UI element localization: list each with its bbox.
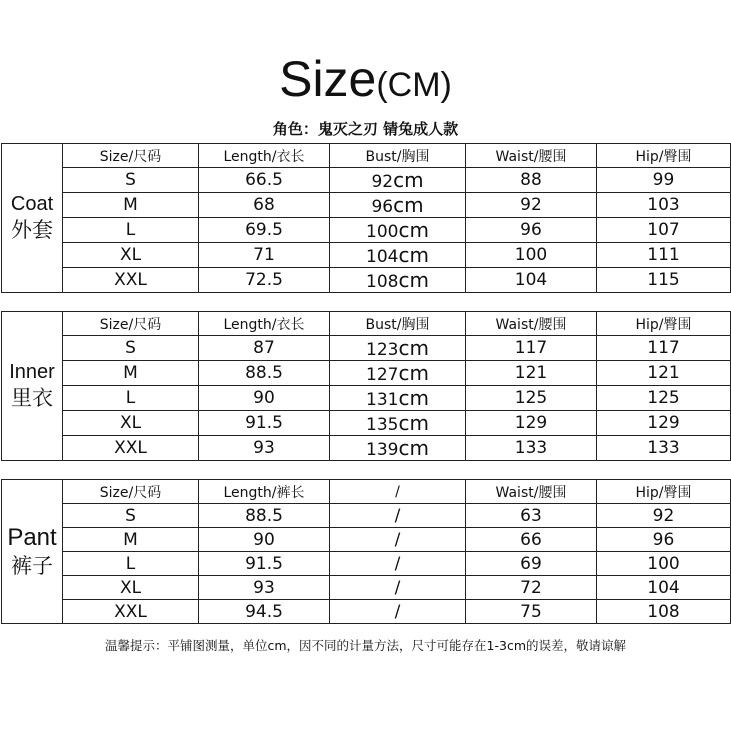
waist-cell: 75 — [466, 600, 597, 624]
section-label-cn: 里衣 — [11, 386, 53, 411]
header-length: Length/裤长 — [199, 480, 330, 504]
section-label-pant — [2, 480, 63, 624]
header-hip: Hip/臀围 — [597, 480, 731, 504]
table-row — [2, 218, 731, 243]
blank-cell: / — [330, 504, 466, 528]
size-cell: XXL — [63, 600, 199, 624]
length-cell: 68 — [199, 193, 330, 218]
page-title — [0, 51, 731, 107]
waist-cell: 117 — [466, 336, 597, 361]
bust-cell — [330, 386, 466, 411]
bust-value: 96 — [371, 197, 394, 217]
unit-label: cm — [398, 218, 429, 242]
size-cell: M — [63, 528, 199, 552]
waist-cell: 72 — [466, 576, 597, 600]
table-row — [2, 168, 731, 193]
size-cell: XXL — [63, 436, 199, 461]
measurement-note: 温馨提示：平铺图测量，单位cm，因不同的计量方法，尺寸可能存在1-3cm的误差，敬请谅解 — [104, 638, 627, 653]
header-size: Size/尺码 — [63, 312, 199, 336]
header-length: Length/衣长 — [199, 312, 330, 336]
coat-size-table — [1, 143, 731, 293]
length-cell: 87 — [199, 336, 330, 361]
section-label-cn: 外套 — [11, 218, 53, 243]
bust-value: 131 — [366, 390, 399, 410]
length-cell: 90 — [199, 386, 330, 411]
bust-cell — [330, 436, 466, 461]
header-blank: / — [330, 480, 466, 504]
hip-cell: 96 — [597, 528, 731, 552]
size-cell: M — [63, 361, 199, 386]
length-cell: 94.5 — [199, 600, 330, 624]
table-row — [2, 336, 731, 361]
waist-cell: 100 — [466, 243, 597, 268]
length-cell: 88.5 — [199, 504, 330, 528]
unit-label: cm — [398, 268, 429, 292]
bust-value: 127 — [366, 365, 399, 385]
size-cell: XL — [63, 411, 199, 436]
unit-label: cm — [398, 436, 429, 460]
section-label-inner — [2, 312, 63, 461]
bust-cell — [330, 218, 466, 243]
blank-cell: / — [330, 528, 466, 552]
section-label-en: Inner — [9, 361, 55, 384]
length-cell: 93 — [199, 576, 330, 600]
length-cell: 93 — [199, 436, 330, 461]
table-row — [2, 600, 731, 624]
length-cell: 91.5 — [199, 552, 330, 576]
length-cell: 88.5 — [199, 361, 330, 386]
table-row — [2, 243, 731, 268]
section-label-en: Coat — [10, 193, 54, 216]
header-hip: Hip/臀围 — [597, 312, 731, 336]
waist-cell: 121 — [466, 361, 597, 386]
size-cell: L — [63, 218, 199, 243]
length-cell: 71 — [199, 243, 330, 268]
size-cell: XL — [63, 243, 199, 268]
bust-cell — [330, 361, 466, 386]
blank-cell: / — [330, 552, 466, 576]
hip-cell: 100 — [597, 552, 731, 576]
table-row — [2, 361, 731, 386]
bust-cell — [330, 268, 466, 293]
waist-cell: 104 — [466, 268, 597, 293]
header-length: Length/衣长 — [199, 144, 330, 168]
size-cell: M — [63, 193, 199, 218]
blank-cell: / — [330, 600, 466, 624]
hip-cell: 108 — [597, 600, 731, 624]
title-main: Size — [279, 51, 377, 107]
header-size: Size/尺码 — [63, 144, 199, 168]
header-bust: Bust/胸围 — [330, 144, 466, 168]
hip-cell: 107 — [597, 218, 731, 243]
header-waist: Waist/腰围 — [466, 480, 597, 504]
unit-label: cm — [398, 361, 429, 385]
header-size: Size/尺码 — [63, 480, 199, 504]
waist-cell: 96 — [466, 218, 597, 243]
bust-value: 100 — [366, 222, 399, 242]
unit-label: cm — [393, 193, 424, 217]
pant-size-table — [1, 479, 731, 624]
bust-cell — [330, 336, 466, 361]
length-cell: 90 — [199, 528, 330, 552]
size-cell: L — [63, 386, 199, 411]
size-cell: S — [63, 336, 199, 361]
bust-value: 104 — [366, 247, 399, 267]
bust-value: 139 — [366, 440, 399, 460]
size-cell: XL — [63, 576, 199, 600]
table-row — [2, 504, 731, 528]
hip-cell: 103 — [597, 193, 731, 218]
waist-cell: 63 — [466, 504, 597, 528]
length-cell: 72.5 — [199, 268, 330, 293]
table-row — [2, 193, 731, 218]
header-hip: Hip/臀围 — [597, 144, 731, 168]
waist-cell: 66 — [466, 528, 597, 552]
hip-cell: 111 — [597, 243, 731, 268]
bust-value: 108 — [366, 272, 399, 292]
hip-cell: 117 — [597, 336, 731, 361]
bust-value: 92 — [371, 172, 394, 192]
table-header-row — [2, 312, 731, 336]
length-cell: 66.5 — [199, 168, 330, 193]
section-label-coat — [2, 144, 63, 293]
size-cell: XXL — [63, 268, 199, 293]
unit-label: cm — [398, 411, 429, 435]
table-row — [2, 411, 731, 436]
unit-label: cm — [398, 243, 429, 267]
hip-cell: 115 — [597, 268, 731, 293]
hip-cell: 125 — [597, 386, 731, 411]
size-cell: L — [63, 552, 199, 576]
waist-cell: 125 — [466, 386, 597, 411]
table-header-row — [2, 480, 731, 504]
hip-cell: 104 — [597, 576, 731, 600]
waist-cell: 133 — [466, 436, 597, 461]
hip-cell: 121 — [597, 361, 731, 386]
unit-label: cm — [393, 168, 424, 192]
waist-cell: 88 — [466, 168, 597, 193]
waist-cell: 69 — [466, 552, 597, 576]
bust-cell — [330, 411, 466, 436]
hip-cell: 92 — [597, 504, 731, 528]
bust-cell — [330, 168, 466, 193]
size-cell: S — [63, 504, 199, 528]
header-bust: Bust/胸围 — [330, 312, 466, 336]
table-row — [2, 386, 731, 411]
hip-cell: 133 — [597, 436, 731, 461]
bust-value: 135 — [366, 415, 399, 435]
hip-cell: 129 — [597, 411, 731, 436]
unit-label: cm — [398, 336, 429, 360]
table-row — [2, 576, 731, 600]
hip-cell: 99 — [597, 168, 731, 193]
length-cell: 91.5 — [199, 411, 330, 436]
bust-cell — [330, 193, 466, 218]
character-subtitle: 角色：鬼灭之刃 锖兔成人款 — [272, 120, 459, 138]
unit-label: cm — [398, 386, 429, 410]
bust-cell — [330, 243, 466, 268]
table-row — [2, 436, 731, 461]
header-waist: Waist/腰围 — [466, 312, 597, 336]
inner-size-table — [1, 311, 731, 461]
waist-cell: 92 — [466, 193, 597, 218]
table-header-row — [2, 144, 731, 168]
length-cell: 69.5 — [199, 218, 330, 243]
blank-cell: / — [330, 576, 466, 600]
bust-value: 123 — [366, 340, 399, 360]
section-label-cn: 裤子 — [11, 554, 53, 579]
table-row — [2, 268, 731, 293]
section-label-en: Pant — [7, 524, 57, 552]
waist-cell: 129 — [466, 411, 597, 436]
size-cell: S — [63, 168, 199, 193]
title-unit: (CM) — [376, 66, 452, 104]
table-row — [2, 552, 731, 576]
header-waist: Waist/腰围 — [466, 144, 597, 168]
table-row — [2, 528, 731, 552]
